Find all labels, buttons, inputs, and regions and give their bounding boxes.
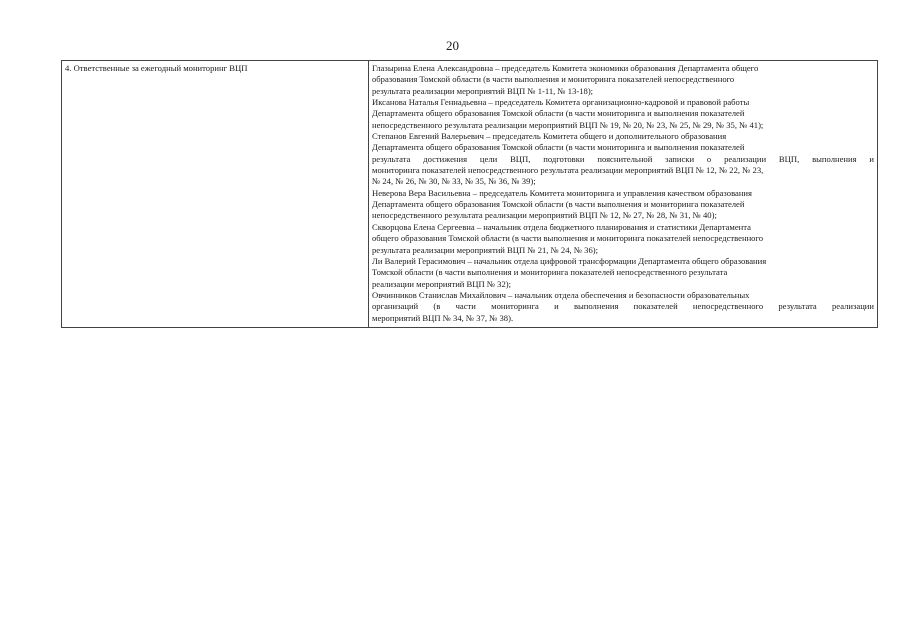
text-line: результата достижения цели ВЦП, подготовки пояснительной записки о реализации ВЦП, выполнения и: [372, 153, 874, 164]
text-line: Ли Валерий Герасимович – начальник отдела цифровой трансформации Департамента общего образования: [372, 255, 767, 266]
text-line: Департамента общего образования Томской области (в части мониторинга и выполнения показателей: [372, 108, 745, 119]
row-label: 4. Ответственные за ежегодный мониторинг ВЦП: [65, 63, 248, 73]
text-line: Неверова Вера Васильевна – председатель Комитета мониторинга и управления качеством образования: [372, 187, 752, 198]
text-line: образования Томской области (в части выполнения и мониторинга показателей непосредственного: [372, 74, 735, 85]
page-number: 20: [446, 38, 459, 53]
responsibles-table: [61, 60, 878, 328]
text-line: общего образования Томской области (в части выполнения и мониторинга показателей непосредственного: [372, 233, 764, 244]
text-line: мониторинга показателей непосредственного результата реализации мероприятий ВЦП № 12, № 22, № 23,: [372, 165, 764, 176]
text-line: Овчинников Станислав Михайлович – начальник отдела обеспечения и безопасности образовательных: [372, 289, 750, 300]
text-line: непосредственного результата реализации мероприятий ВЦП № 12, № 27, № 28, № 31, № 40);: [372, 210, 717, 221]
text-line: Скворцова Елена Сергеевна – начальник отдела бюджетного планирования и статистики Департамента: [372, 221, 751, 232]
row-label-cell: [62, 61, 369, 328]
text-line: непосредственного результата реализации мероприятий ВЦП № 19, № 20, № 23, № 25, № 29, № 35, № 41);: [372, 119, 764, 130]
text-line: Глазырина Елена Александровна – председатель Комитета экономики образования Департамента общего: [372, 63, 759, 73]
text-line: Томской области (в части выполнения и мониторинга показателей непосредственного результата: [372, 267, 728, 278]
text-line: Степанов Евгений Валерьевич – председатель Комитета общего и дополнительного образования: [372, 131, 727, 142]
text-line: результата реализации мероприятий ВЦП № 1-11, № 13-18);: [372, 85, 594, 96]
responsibles-cell: [369, 61, 878, 328]
text-line: Департамента общего образования Томской области (в части выполнения и мониторинга показателей: [372, 199, 745, 210]
text-line: результата реализации мероприятий ВЦП № 21, № 24, № 36);: [372, 244, 599, 255]
text-line: № 24, № 26, № 30, № 33, № 35, № 36, № 39);: [372, 176, 536, 187]
table-row: [62, 61, 878, 328]
text-line: реализации мероприятий ВЦП № 32);: [372, 278, 512, 289]
text-line: Департамента общего образования Томской области (в части мониторинга и выполнения показателей: [372, 142, 745, 153]
text-line: Иксанова Наталья Геннадьевна – председатель Комитета организационно-кадровой и правовой работы: [372, 97, 750, 108]
text-line: организаций (в части мониторинга и выполнения показателей непосредственного результата реализации: [372, 301, 874, 312]
text-line: мероприятий ВЦП № 34, № 37, № 38).: [372, 312, 514, 323]
